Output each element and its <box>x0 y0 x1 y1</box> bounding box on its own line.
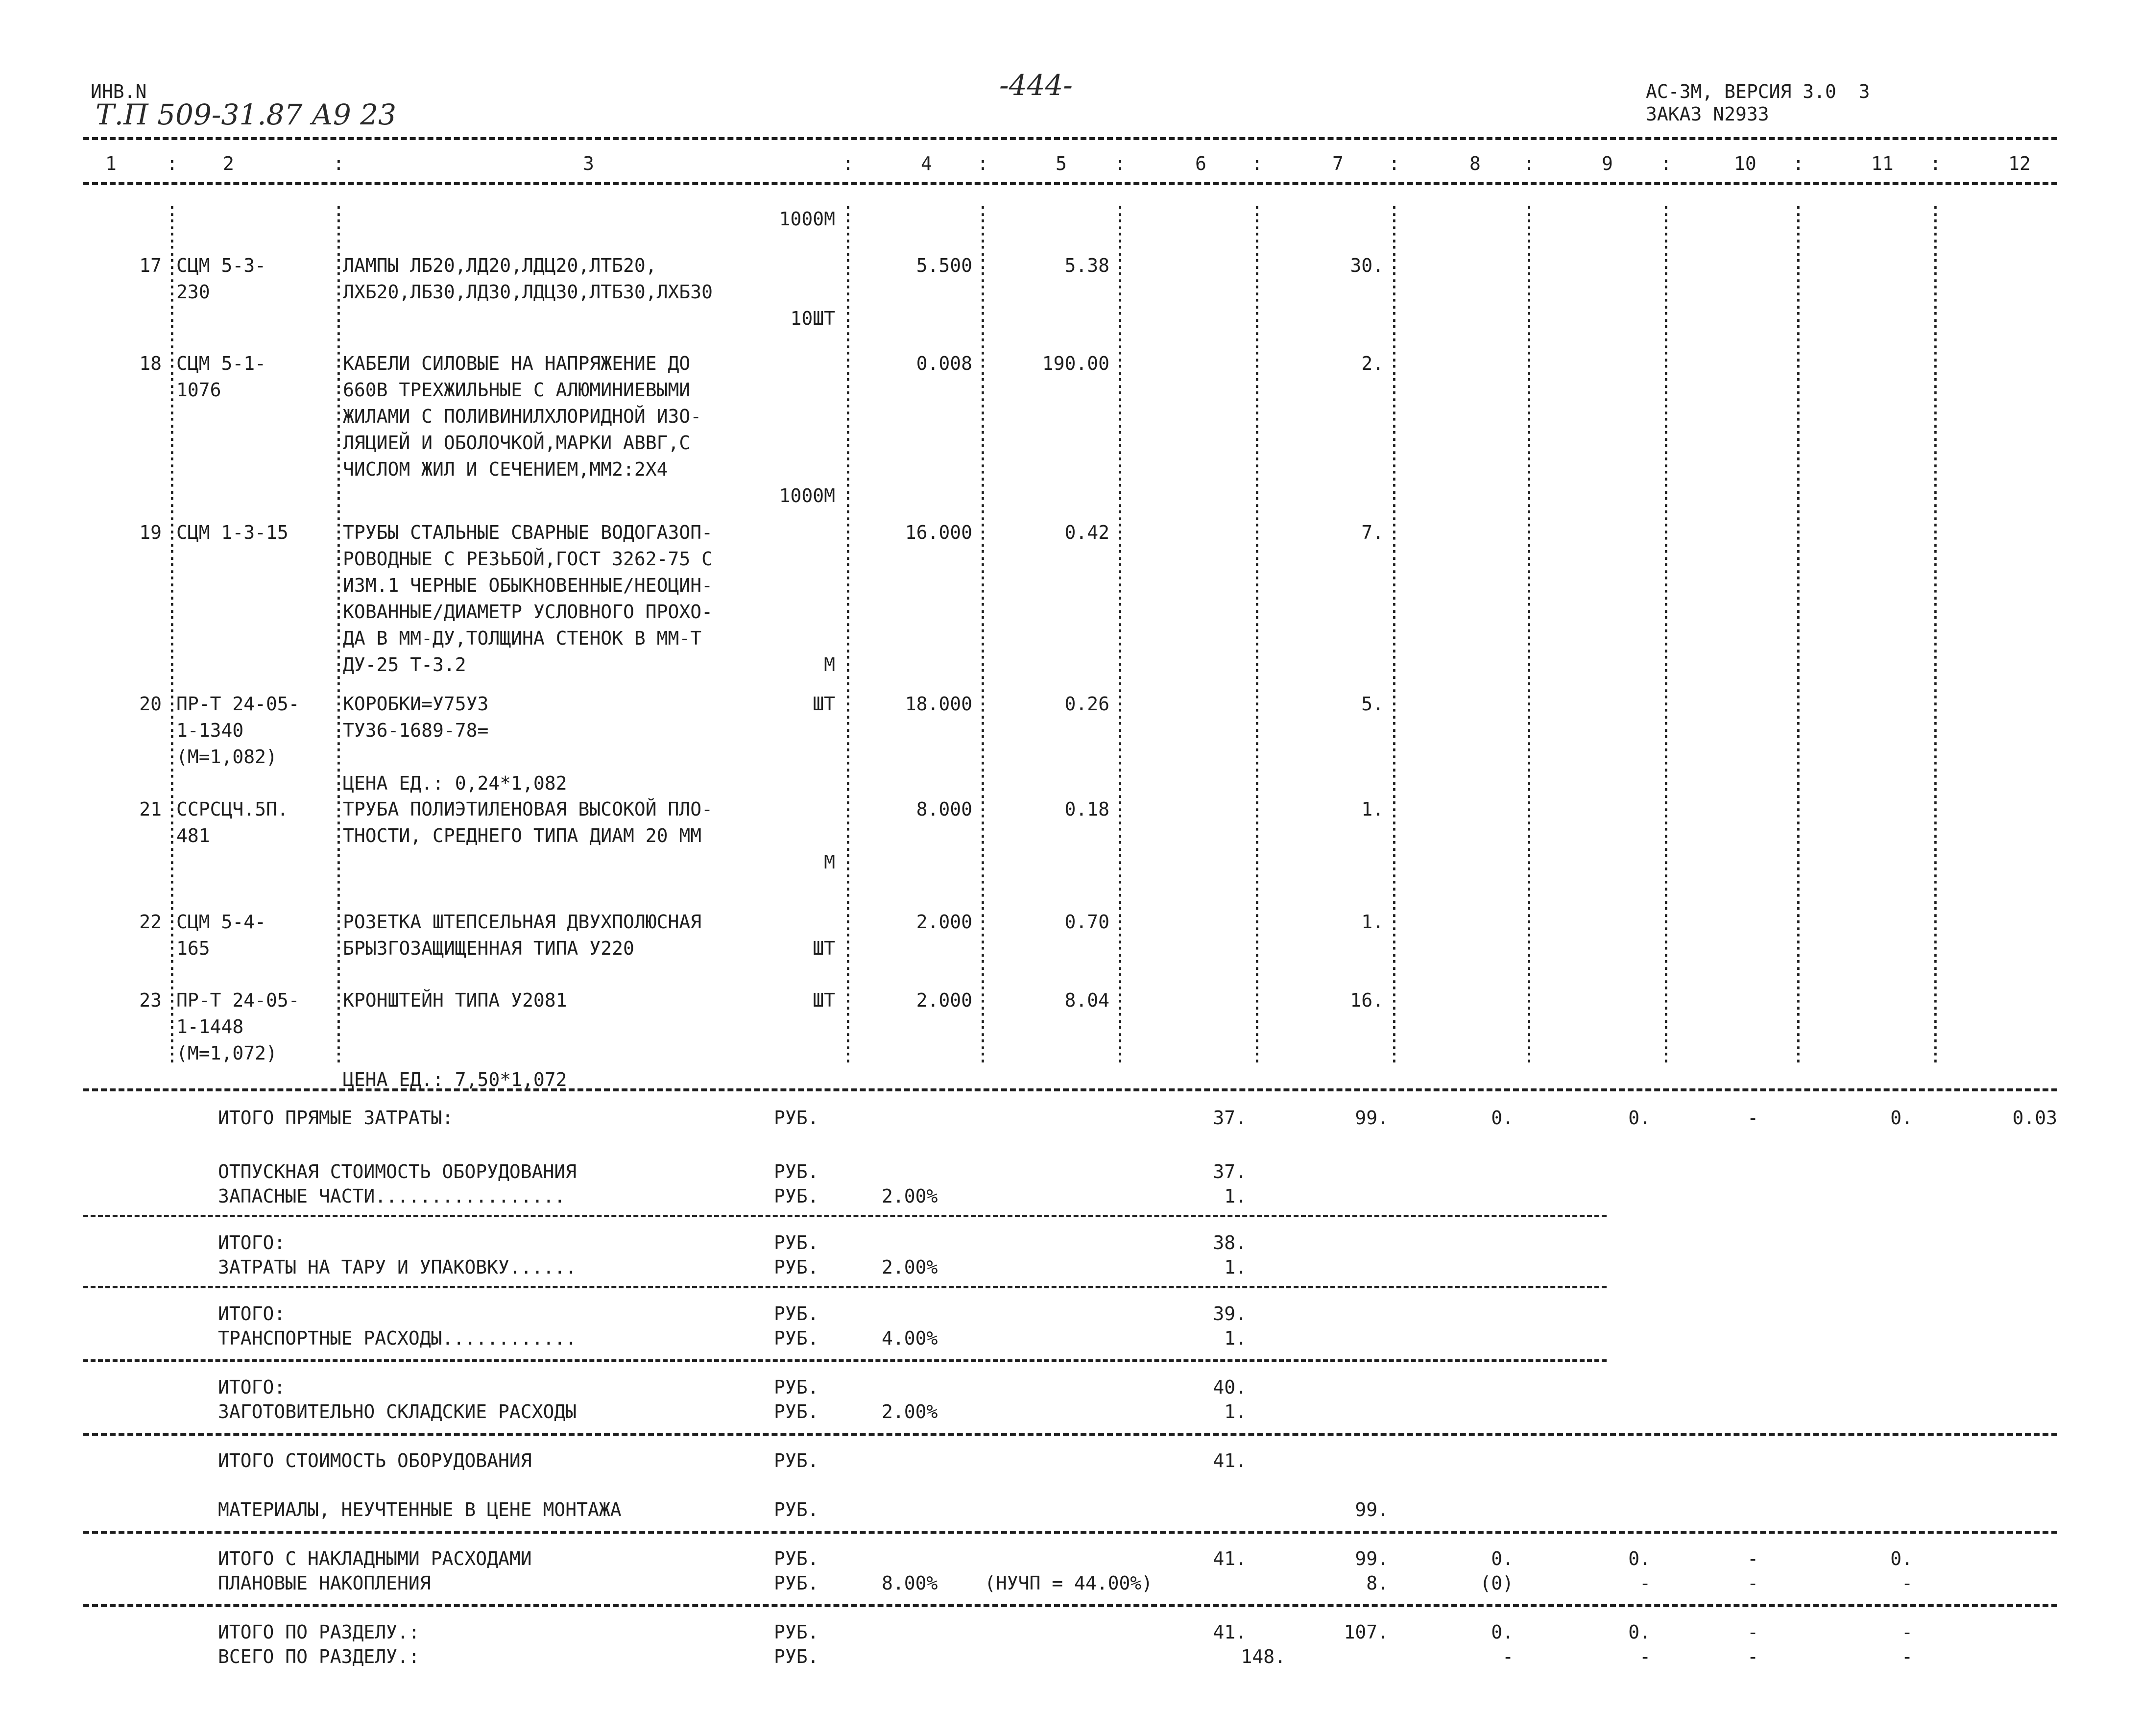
row-description: КРОНШТЕЙН ТИПА У2081 <box>343 989 567 1011</box>
summary-percent: 2.00% <box>882 1256 938 1278</box>
row-code: СЦМ 5-3- <box>176 255 266 276</box>
handwritten-project-code: Т.П 509-31.87 А9 23 <box>96 98 396 131</box>
row-quantity: 0.008 <box>916 353 972 374</box>
summary-label: ИТОГО: <box>218 1376 286 1398</box>
row-description: ТРУБА ПОЛИЭТИЛЕНОВАЯ ВЫСОКОЙ ПЛО- <box>343 798 713 820</box>
row-description: ЧИСЛОМ ЖИЛ И СЕЧЕНИЕМ,ММ2:2Х4 <box>343 458 668 480</box>
row-unit: ШТ <box>813 989 835 1011</box>
divider-line <box>83 1359 1607 1362</box>
summary-col10: - <box>1747 1548 1758 1569</box>
summary-col10: - <box>1747 1646 1758 1667</box>
row-unit-price: 0.18 <box>1064 798 1109 820</box>
summary-unit: РУБ. <box>774 1327 819 1349</box>
header-separator: : <box>977 153 988 174</box>
divider-line <box>83 1531 2057 1534</box>
summary-col11: - <box>1901 1646 1913 1667</box>
header-separator: : <box>1660 153 1672 174</box>
summary-col9: - <box>1639 1646 1651 1667</box>
summary-unit: РУБ. <box>774 1107 819 1129</box>
header-separator: : <box>1523 153 1535 174</box>
summary-label: ИТОГО ПРЯМЫЕ ЗАТРАТЫ: <box>218 1107 454 1129</box>
summary-unit: РУБ. <box>774 1621 819 1643</box>
column-separator: : : : : : : : : : : : : : : : : : : : : : : : : : : : : : : : : : : : : : : : : : : : : : : : : : : : : : : : : : : : : : : : : : <box>1793 199 1804 1067</box>
row-price-note: ЦЕНА ЕД.: 0,24*1,082 <box>343 772 567 794</box>
column-separator: : : : : : : : : : : : : : : : : : : : : : : : : : : : : : : : : : : : : : : : : : : : : : : : : : : : : : : : : : : : : : : : : : <box>333 199 344 1067</box>
summary-col6: 37. <box>1213 1107 1247 1129</box>
summary-label: МАТЕРИАЛЫ, НЕУЧТЕННЫЕ В ЦЕНЕ МОНТАЖА <box>218 1499 622 1520</box>
summary-unit: РУБ. <box>774 1646 819 1667</box>
column-separator: : : : : : : : : : : : : : : : : : : : : : : : : : : : : : : : : : : : : : : : : : : : : : : : : : : : : : : : : : : : : : : : : : <box>1389 199 1400 1067</box>
summary-unit: РУБ. <box>774 1401 819 1423</box>
row-number: 22 <box>139 911 162 933</box>
summary-col8: (0) <box>1480 1572 1514 1594</box>
summary-unit: РУБ. <box>774 1161 819 1182</box>
summary-unit: РУБ. <box>774 1303 819 1325</box>
row-price-note: ЦЕНА ЕД.: 7,50*1,072 <box>343 1069 567 1090</box>
summary-col12: 0.03 <box>2012 1107 2057 1129</box>
row-unit: 10ШТ <box>790 308 835 329</box>
summary-col6: 39. <box>1213 1303 1247 1325</box>
column-separator: : : : : : : : : : : : : : : : : : : : : : : : : : : : : : : : : : : : : : : : : : : : : : : : : : : : : : : : : : : : : : : : : : <box>1114 199 1126 1067</box>
row-total-materials: 1. <box>1361 798 1384 820</box>
summary-col6: 1. <box>1224 1327 1247 1349</box>
row-code: 230 <box>176 281 210 303</box>
summary-label: ИТОГО ПО РАЗДЕЛУ.: <box>218 1621 420 1643</box>
summary-percent: 2.00% <box>882 1185 938 1207</box>
row-code: СЦМ 5-4- <box>176 911 266 933</box>
column-header-4: 4 <box>921 153 932 174</box>
row-quantity: 2.000 <box>916 989 972 1011</box>
summary-label: ВСЕГО ПО РАЗДЕЛУ.: <box>218 1646 420 1667</box>
order-number: ЗАКАЗ N2933 <box>1646 103 1769 125</box>
divider-line <box>83 182 2057 185</box>
summary-col11: - <box>1901 1572 1913 1594</box>
row-description: ЛХБ20,ЛБ30,ЛД30,ЛДЦ30,ЛТБ30,ЛХБ30 <box>343 281 713 303</box>
row-unit: ШТ <box>813 938 835 959</box>
summary-col11: 0. <box>1890 1107 1913 1129</box>
row-unit-price: 0.42 <box>1064 522 1109 543</box>
row-code: (М=1,082) <box>176 746 277 768</box>
summary-col7: 107. <box>1344 1621 1389 1643</box>
column-header-9: 9 <box>1602 153 1613 174</box>
row-description: ДУ-25 Т-3.2 <box>343 654 466 675</box>
summary-col10: - <box>1747 1621 1758 1643</box>
row-unit-price: 5.38 <box>1064 255 1109 276</box>
row-description: ТУ36-1689-78= <box>343 720 489 741</box>
summary-col8: - <box>1502 1646 1514 1667</box>
row-description: ТРУБЫ СТАЛЬНЫЕ СВАРНЫЕ ВОДОГАЗОП- <box>343 522 713 543</box>
summary-col9: 0. <box>1628 1107 1651 1129</box>
row-total-materials: 30. <box>1350 255 1384 276</box>
divider-line <box>83 1604 2057 1607</box>
header-separator: : <box>333 153 344 174</box>
row-quantity: 16.000 <box>905 522 972 543</box>
divider-line <box>83 137 2057 140</box>
row-unit: ШТ <box>813 693 835 715</box>
row-total-materials: 1. <box>1361 911 1384 933</box>
summary-col6: 41. <box>1213 1548 1247 1569</box>
row-total-materials: 16. <box>1350 989 1384 1011</box>
summary-col10: - <box>1747 1107 1758 1129</box>
row-description: ЛАМПЫ ЛБ20,ЛД20,ЛДЦ20,ЛТБ20, <box>343 255 657 276</box>
summary-percent: 4.00% <box>882 1327 938 1349</box>
summary-col10: - <box>1747 1572 1758 1594</box>
summary-col11: - <box>1901 1621 1913 1643</box>
summary-note: (НУЧП = 44.00%) <box>985 1572 1153 1594</box>
summary-label: ИТОГО С НАКЛАДНЫМИ РАСХОДАМИ <box>218 1548 532 1569</box>
summary-unit: РУБ. <box>774 1548 819 1569</box>
column-header-11: 11 <box>1871 153 1894 174</box>
header-separator: : <box>842 153 854 174</box>
row-number: 19 <box>139 522 162 543</box>
row-number: 23 <box>139 989 162 1011</box>
column-separator: : : : : : : : : : : : : : : : : : : : : : : : : : : : : : : : : : : : : : : : : : : : : : : : : : : : : : : : : : : : : : : : : : <box>842 199 854 1067</box>
column-separator: : : : : : : : : : : : : : : : : : : : : : : : : : : : : : : : : : : : : : : : : : : : : : : : : : : : : : : : : : : : : : : : : : <box>977 199 988 1067</box>
row-unit-price: 8.04 <box>1064 989 1109 1011</box>
row-description: ИЗМ.1 ЧЕРНЫЕ ОБЫКНОВЕННЫЕ/НЕОЦИН- <box>343 575 713 596</box>
column-header-1: 1 <box>105 153 117 174</box>
summary-col11: 0. <box>1890 1548 1913 1569</box>
row-quantity: 2.000 <box>916 911 972 933</box>
summary-col7: 8. <box>1366 1572 1389 1594</box>
row-code: 165 <box>176 938 210 959</box>
row-code: 1-1340 <box>176 720 244 741</box>
row-unit: М <box>824 654 835 675</box>
divider-line <box>83 1286 1607 1288</box>
column-header-10: 10 <box>1734 153 1756 174</box>
header-separator: : <box>1114 153 1126 174</box>
summary-col6: 38. <box>1213 1232 1247 1254</box>
row-unit-price: 190.00 <box>1042 353 1109 374</box>
summary-col6: 41. <box>1213 1450 1247 1471</box>
row-description: ЛЯЦИЕЙ И ОБОЛОЧКОЙ,МАРКИ АВВГ,С <box>343 432 691 454</box>
row-description: КОВАННЫЕ/ДИАМЕТР УСЛОВНОГО ПРОХО- <box>343 601 713 623</box>
column-header-3: 3 <box>583 153 594 174</box>
row-description: ТНОСТИ, СРЕДНЕГО ТИПА ДИАМ 20 ММ <box>343 825 702 846</box>
row-code: 481 <box>176 825 210 846</box>
divider-line <box>83 1433 2057 1436</box>
row-unit: М <box>824 851 835 873</box>
summary-label: ИТОГО: <box>218 1303 286 1325</box>
summary-col7: 99. <box>1355 1107 1389 1129</box>
column-header-5: 5 <box>1056 153 1067 174</box>
row-description: РОВОДНЫЕ С РЕЗЬБОЙ,ГОСТ 3262-75 С <box>343 548 713 570</box>
inventory-label: ИНВ.N <box>91 81 147 102</box>
row-description: БРЫЗГОЗАЩИЩЕННАЯ ТИПА У220 <box>343 938 634 959</box>
summary-col6: 148. <box>1241 1646 1286 1667</box>
column-separator: : : : : : : : : : : : : : : : : : : : : : : : : : : : : : : : : : : : : : : : : : : : : : : : : : : : : : : : : : : : : : : : : : <box>1660 199 1672 1067</box>
row-quantity: 18.000 <box>905 693 972 715</box>
row-description: КОРОБКИ=У75У3 <box>343 693 489 715</box>
summary-col6: 41. <box>1213 1621 1247 1643</box>
row-code: ПР-Т 24-05- <box>176 693 300 715</box>
summary-label: ЗАПАСНЫЕ ЧАСТИ................. <box>218 1185 566 1207</box>
row-description: ДА В ММ-ДУ,ТОЛЩИНА СТЕНОК В ММ-Т <box>343 627 702 649</box>
summary-unit: РУБ. <box>774 1232 819 1254</box>
summary-percent: 2.00% <box>882 1401 938 1423</box>
column-separator: : : : : : : : : : : : : : : : : : : : : : : : : : : : : : : : : : : : : : : : : : : : : : : : : : : : : : : : : : : : : : : : : : <box>1930 199 1941 1067</box>
row-description: РОЗЕТКА ШТЕПСЕЛЬНАЯ ДВУХПОЛЮСНАЯ <box>343 911 702 933</box>
summary-col8: 0. <box>1491 1107 1514 1129</box>
column-separator: : : : : : : : : : : : : : : : : : : : : : : : : : : : : : : : : : : : : : : : : : : : : : : : : : : : : : : : : : : : : : : : : : <box>1251 199 1263 1067</box>
summary-col9: 0. <box>1628 1548 1651 1569</box>
row-unit: 1000М <box>779 208 835 230</box>
row-unit: 1000М <box>779 485 835 506</box>
summary-label: ЗАГОТОВИТЕЛЬНО СКЛАДСКИЕ РАСХОДЫ <box>218 1401 577 1423</box>
divider-line <box>83 1215 1607 1217</box>
row-description: КАБЕЛИ СИЛОВЫЕ НА НАПРЯЖЕНИЕ ДО <box>343 353 691 374</box>
column-header-2: 2 <box>223 153 234 174</box>
row-number: 20 <box>139 693 162 715</box>
header-separator: : <box>1251 153 1263 174</box>
summary-col9: - <box>1639 1572 1651 1594</box>
row-code: (М=1,072) <box>176 1042 277 1064</box>
summary-col6: 1. <box>1224 1401 1247 1423</box>
divider-line <box>83 1088 2057 1091</box>
row-number: 17 <box>139 255 162 276</box>
summary-col7: 99. <box>1355 1548 1389 1569</box>
summary-col6: 37. <box>1213 1161 1247 1182</box>
summary-col8: 0. <box>1491 1621 1514 1643</box>
header-separator: : <box>1793 153 1804 174</box>
row-number: 21 <box>139 798 162 820</box>
program-version: АС-3М, ВЕРСИЯ 3.0 3 <box>1646 81 1870 102</box>
summary-col7: 99. <box>1355 1499 1389 1520</box>
summary-label: ЗАТРАТЫ НА ТАРУ И УПАКОВКУ...... <box>218 1256 577 1278</box>
row-description: ЖИЛАМИ С ПОЛИВИНИЛХЛОРИДНОЙ ИЗО- <box>343 406 702 427</box>
summary-label: ПЛАНОВЫЕ НАКОПЛЕНИЯ <box>218 1572 431 1594</box>
summary-label: ИТОГО СТОИМОСТЬ ОБОРУДОВАНИЯ <box>218 1450 532 1471</box>
row-total-materials: 5. <box>1361 693 1384 715</box>
page-number: -444- <box>999 69 1073 102</box>
summary-unit: РУБ. <box>774 1376 819 1398</box>
summary-unit: РУБ. <box>774 1256 819 1278</box>
row-number: 18 <box>139 353 162 374</box>
row-code: 1076 <box>176 379 221 401</box>
row-code: ССРСЦЧ.5П. <box>176 798 289 820</box>
column-separator: : : : : : : : : : : : : : : : : : : : : : : : : : : : : : : : : : : : : : : : : : : : : : : : : : : : : : : : : : : : : : : : : : <box>167 199 178 1067</box>
row-code: 1-1448 <box>176 1016 244 1037</box>
header-separator: : <box>167 153 178 174</box>
summary-label: ОТПУСКНАЯ СТОИМОСТЬ ОБОРУДОВАНИЯ <box>218 1161 577 1182</box>
column-separator: : : : : : : : : : : : : : : : : : : : : : : : : : : : : : : : : : : : : : : : : : : : : : : : : : : : : : : : : : : : : : : : : : <box>1523 199 1535 1067</box>
column-header-7: 7 <box>1332 153 1344 174</box>
column-header-8: 8 <box>1469 153 1481 174</box>
summary-unit: РУБ. <box>774 1572 819 1594</box>
summary-col6: 1. <box>1224 1256 1247 1278</box>
row-total-materials: 2. <box>1361 353 1384 374</box>
summary-col6: 40. <box>1213 1376 1247 1398</box>
row-quantity: 8.000 <box>916 798 972 820</box>
row-quantity: 5.500 <box>916 255 972 276</box>
summary-unit: РУБ. <box>774 1185 819 1207</box>
summary-percent: 8.00% <box>882 1572 938 1594</box>
row-description: 660В ТРЕХЖИЛЬНЫЕ С АЛЮМИНИЕВЫМИ <box>343 379 691 401</box>
summary-unit: РУБ. <box>774 1450 819 1471</box>
row-total-materials: 7. <box>1361 522 1384 543</box>
summary-label: ИТОГО: <box>218 1232 286 1254</box>
row-unit-price: 0.70 <box>1064 911 1109 933</box>
summary-label: ТРАНСПОРТНЫЕ РАСХОДЫ............ <box>218 1327 577 1349</box>
column-header-12: 12 <box>2008 153 2031 174</box>
summary-col6: 1. <box>1224 1185 1247 1207</box>
column-header-6: 6 <box>1195 153 1206 174</box>
header-separator: : <box>1930 153 1941 174</box>
header-separator: : <box>1389 153 1400 174</box>
summary-unit: РУБ. <box>774 1499 819 1520</box>
summary-col9: 0. <box>1628 1621 1651 1643</box>
row-code: ПР-Т 24-05- <box>176 989 300 1011</box>
row-unit-price: 0.26 <box>1064 693 1109 715</box>
summary-col8: 0. <box>1491 1548 1514 1569</box>
row-code: СЦМ 5-1- <box>176 353 266 374</box>
row-code: СЦМ 1-3-15 <box>176 522 289 543</box>
